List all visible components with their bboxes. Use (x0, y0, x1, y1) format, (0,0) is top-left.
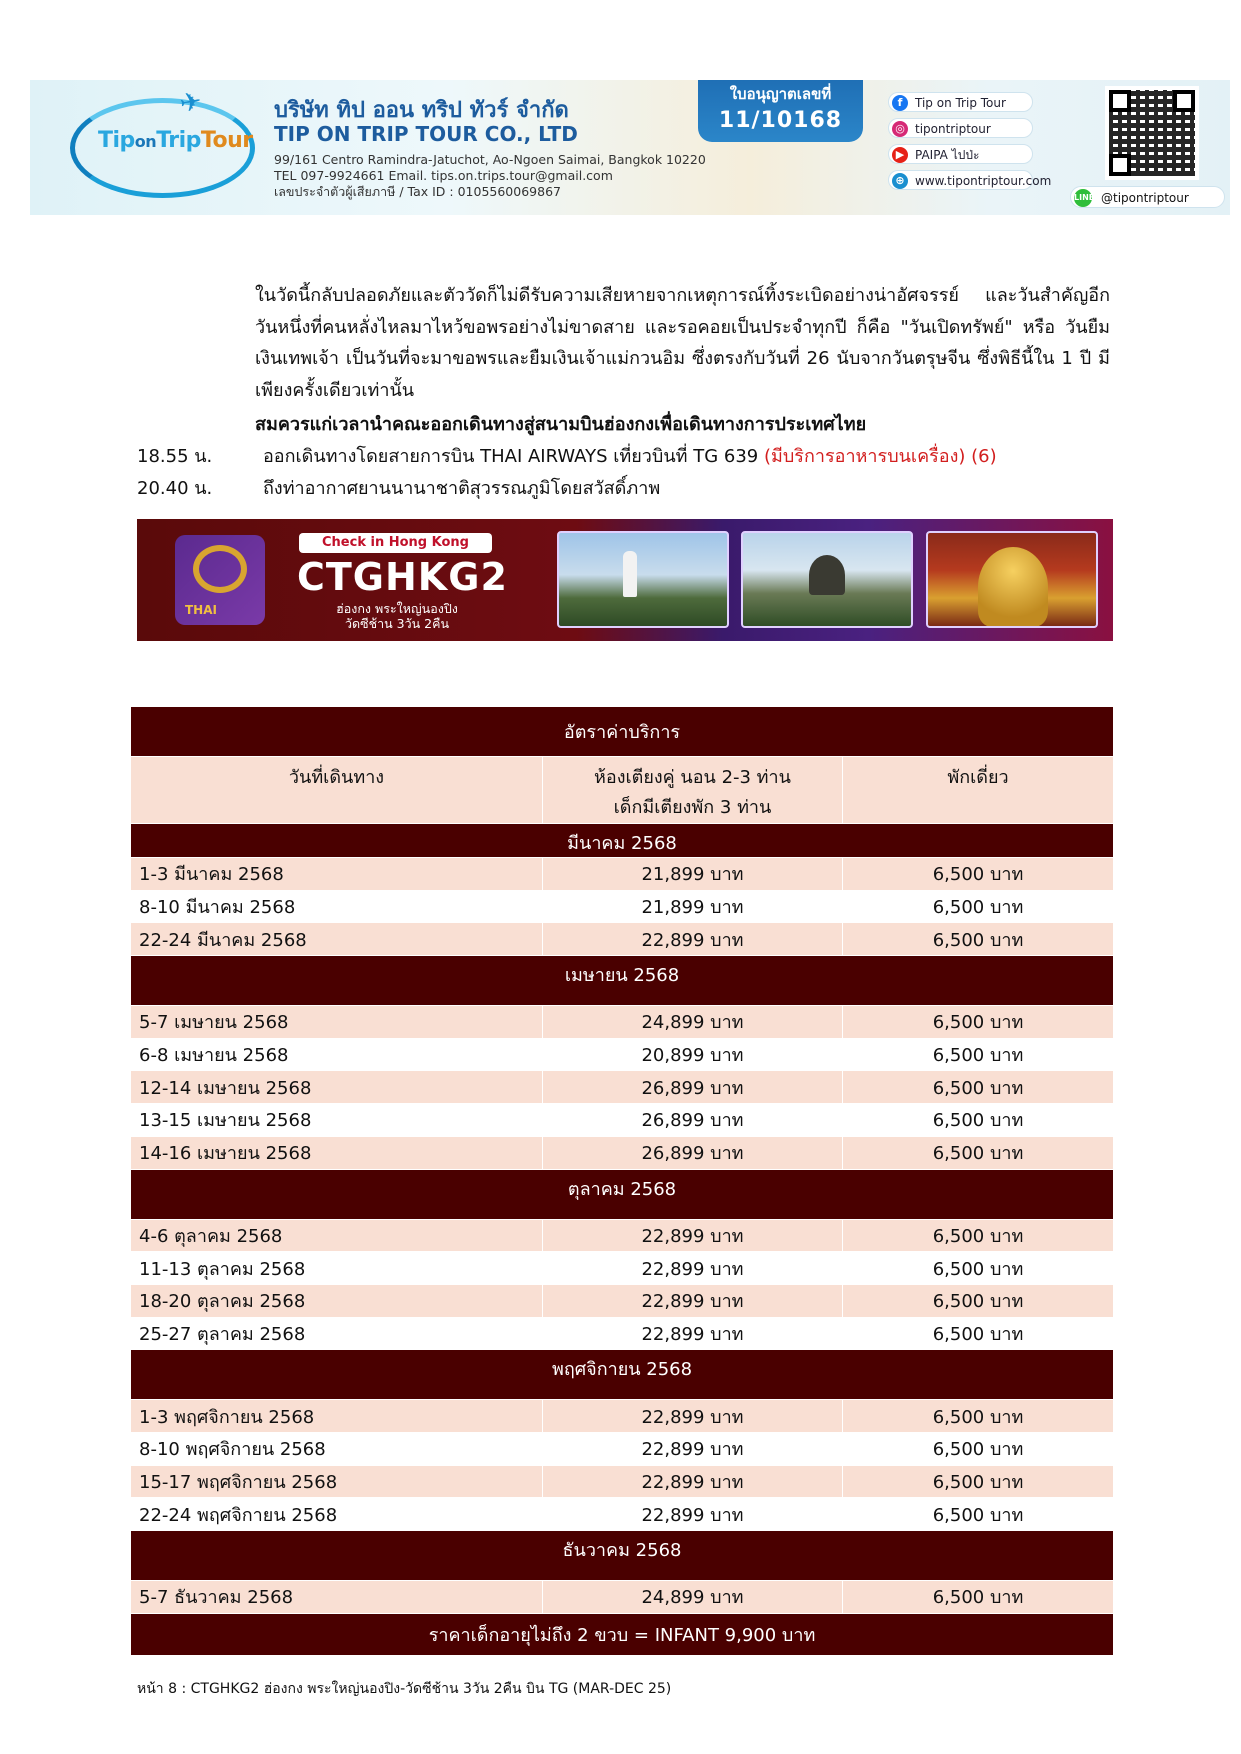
month-header: เมษายน 2568 (131, 956, 1114, 1006)
license-label: ใบอนุญาตเลขที่ (729, 85, 832, 103)
instagram-icon: ◎ (892, 121, 908, 137)
travel-date: 13-15 เมษายน 2568 (131, 1104, 543, 1137)
company-header-banner (30, 80, 1230, 215)
twin-price: 26,899 บาท (543, 1071, 843, 1104)
month-header-row (131, 1169, 1114, 1219)
price-row (131, 1219, 1114, 1252)
page-footer: หน้า 8 : CTGHKG2 ฮ่องกง พระใหญ่นองปิง-วัดซีช้าน 3วัน 2คืน บิน TG (MAR-DEC 25) (137, 1681, 672, 1697)
twin-price: 22,899 บาท (543, 1219, 843, 1252)
company-name-en: TIP ON TRIP TOUR CO., LTD (274, 122, 578, 146)
price-row (131, 1432, 1114, 1465)
social-label: www.tipontriptour.com (915, 174, 1052, 188)
travel-date: 15-17 พฤศจิกายน 2568 (131, 1465, 543, 1498)
price-row (131, 858, 1114, 891)
month-header-row (131, 824, 1114, 858)
line-id-label: @tipontriptour (1101, 191, 1189, 205)
travel-date: 4-6 ตุลาคม 2568 (131, 1219, 543, 1252)
social-link[interactable] (888, 92, 1033, 112)
single-supplement: 6,500 บาท (843, 1284, 1114, 1317)
price-table-title-row (131, 707, 1114, 757)
header-date: วันที่เดินทาง (131, 757, 543, 824)
single-supplement: 6,500 บาท (843, 890, 1114, 923)
social-label: tipontriptour (915, 122, 991, 136)
price-row (131, 1465, 1114, 1498)
price-row (131, 1104, 1114, 1137)
twin-price: 21,899 บาท (543, 890, 843, 923)
single-supplement: 6,500 บาท (843, 1071, 1114, 1104)
price-row (131, 1581, 1114, 1614)
travel-date: 1-3 มีนาคม 2568 (131, 858, 543, 891)
twin-price: 24,899 บาท (543, 1581, 843, 1614)
price-row (131, 923, 1114, 956)
social-link[interactable] (888, 144, 1033, 164)
company-contact: TEL 097-9924661 Email. tips.on.trips.tour@gmail.com (274, 168, 613, 183)
twin-price: 26,899 บาท (543, 1136, 843, 1169)
twin-price: 22,899 บาท (543, 1498, 843, 1531)
header-twin (543, 757, 843, 824)
twin-price: 22,899 บาท (543, 1432, 843, 1465)
itinerary-paragraph: ในวัดนี้กลับปลอดภัยและตัววัดก็ไม่ดีรับความเสียหายจากเหตุการณ์ทิ้งระเบิดอย่างน่าอัศจรรย์ และวันสำคัญอีกวันหนึ่งที่คนหลั่งไหลมาไหว้ขอพรอย่างไม่ขาดสาย และรอคอยเป็นประจำทุกปี ก็คือ "วันเปิดทรัพย์" หรือ วันยืมเงินเทพเจ้า เป็นวันที่จะมาขอพรและยืมเงินเจ้าแม่กวนอิม ซึ่งตรงกับวันที่ 26 นับจากวันตรุษจีน ซึ่งพิธีนี้ใน 1 ปี มีเพียงครั้งเดียวเท่านั้น (255, 285, 1110, 401)
price-row (131, 1071, 1114, 1104)
header-twin-line: ห้องเตียงคู่ นอน 2-3 ท่าน (594, 767, 791, 788)
price-table-title: อัตราค่าบริการ (131, 707, 1114, 757)
price-row (131, 1038, 1114, 1071)
license-badge (698, 80, 863, 142)
tour-subtitle (297, 601, 497, 631)
license-number: 11/10168 (718, 108, 843, 133)
travel-date: 8-10 มีนาคม 2568 (131, 890, 543, 923)
tour-code: CTGHKG2 (297, 555, 508, 599)
schedule-time: 18.55 น. (137, 446, 213, 467)
price-table-header-row (131, 757, 1114, 824)
line-id-pill[interactable] (1070, 186, 1225, 208)
travel-date: 22-24 มีนาคม 2568 (131, 923, 543, 956)
twin-price: 22,899 บาท (543, 1284, 843, 1317)
infant-price-row (131, 1613, 1114, 1655)
schedule-note: (มีบริการอาหารบนเครื่อง) (6) (763, 446, 997, 467)
travel-date: 5-7 ธันวาคม 2568 (131, 1581, 543, 1614)
travel-date: 11-13 ตุลาคม 2568 (131, 1252, 543, 1285)
company-logo: TiponTripTour (98, 128, 253, 153)
single-supplement: 6,500 บาท (843, 1038, 1114, 1071)
twin-price: 22,899 บาท (543, 1400, 843, 1433)
price-row (131, 1006, 1114, 1039)
check-in-pill: Check in Hong Kong (299, 533, 492, 553)
thai-airways-logo (175, 535, 265, 625)
single-supplement: 6,500 บาท (843, 1465, 1114, 1498)
travel-date: 14-16 เมษายน 2568 (131, 1136, 543, 1169)
company-address: 99/161 Centro Ramindra-Jatuchot, Ao-Ngoen Saimai, Bangkok 10220 (274, 152, 706, 167)
schedule-row (137, 473, 660, 502)
schedule-text: ถึงท่าอากาศยานนานาชาติสุวรรณภูมิโดยสวัสดิ์ภาพ (263, 478, 661, 499)
price-row (131, 1498, 1114, 1531)
single-supplement: 6,500 บาท (843, 1219, 1114, 1252)
month-header-row (131, 956, 1114, 1006)
header-single: พักเดี่ยว (843, 757, 1114, 824)
social-link[interactable] (888, 170, 1052, 190)
schedule-text: ออกเดินทางโดยสายการบิน THAI AIRWAYS เที่ยวบินที่ TG 639 (263, 446, 764, 467)
itinerary-bold-line: สมควรแก่เวลานำคณะออกเดินทางสู่สนามบินฮ่องกงเพื่อเดินทางการประเทศไทย (255, 414, 867, 435)
single-supplement: 6,500 บาท (843, 923, 1114, 956)
social-link[interactable] (888, 118, 1033, 138)
month-header: ธันวาคม 2568 (131, 1531, 1114, 1581)
month-header-row (131, 1531, 1114, 1581)
line-icon: LINE (1074, 189, 1092, 207)
price-row (131, 1284, 1114, 1317)
travel-date: 8-10 พฤศจิกายน 2568 (131, 1432, 543, 1465)
month-header-row (131, 1350, 1114, 1400)
airline-label: THAI (185, 603, 217, 617)
qr-code (1105, 86, 1199, 180)
header-twin-line: เด็กมีเตียงพัก 3 ท่าน (613, 797, 772, 818)
golden-deity-photo (926, 531, 1098, 628)
single-supplement: 6,500 บาท (843, 1581, 1114, 1614)
price-row (131, 1317, 1114, 1350)
single-supplement: 6,500 บาท (843, 1432, 1114, 1465)
price-row (131, 1400, 1114, 1433)
single-supplement: 6,500 บาท (843, 1104, 1114, 1137)
orchid-icon (193, 545, 247, 593)
twin-price: 22,899 บาท (543, 1252, 843, 1285)
guanyin-statue-photo (557, 531, 729, 628)
infant-price: ราคาเด็กอายุไม่ถึง 2 ขวบ = INFANT 9,900 บาท (131, 1613, 1114, 1655)
facebook-icon: f (892, 95, 908, 111)
price-row (131, 890, 1114, 923)
social-label: Tip on Trip Tour (915, 96, 1006, 110)
twin-price: 22,899 บาท (543, 1465, 843, 1498)
single-supplement: 6,500 บาท (843, 1006, 1114, 1039)
travel-date: 22-24 พฤศจิกายน 2568 (131, 1498, 543, 1531)
youtube-icon: ▶ (892, 147, 908, 163)
price-table (130, 706, 1114, 1656)
travel-date: 1-3 พฤศจิกายน 2568 (131, 1400, 543, 1433)
price-row (131, 1252, 1114, 1285)
twin-price: 21,899 บาท (543, 858, 843, 891)
travel-date: 12-14 เมษายน 2568 (131, 1071, 543, 1104)
web-icon: ⊕ (892, 173, 908, 189)
schedule-row (137, 441, 997, 470)
big-buddha-photo (741, 531, 913, 628)
travel-date: 6-8 เมษายน 2568 (131, 1038, 543, 1071)
price-row (131, 1136, 1114, 1169)
airplane-icon: ✈ (177, 86, 205, 120)
single-supplement: 6,500 บาท (843, 1252, 1114, 1285)
travel-date: 5-7 เมษายน 2568 (131, 1006, 543, 1039)
company-tax-id: เลขประจำตัวผู้เสียภาษี / Tax ID : 0105560069867 (274, 184, 561, 199)
twin-price: 22,899 บาท (543, 1317, 843, 1350)
month-header: พฤศจิกายน 2568 (131, 1350, 1114, 1400)
single-supplement: 6,500 บาท (843, 1400, 1114, 1433)
twin-price: 24,899 บาท (543, 1006, 843, 1039)
twin-price: 20,899 บาท (543, 1038, 843, 1071)
twin-price: 26,899 บาท (543, 1104, 843, 1137)
travel-date: 18-20 ตุลาคม 2568 (131, 1284, 543, 1317)
month-header: ตุลาคม 2568 (131, 1169, 1114, 1219)
single-supplement: 6,500 บาท (843, 1136, 1114, 1169)
schedule-time: 20.40 น. (137, 478, 213, 499)
tour-subtitle-line: ฮ่องกง พระใหญ่นองปิง (336, 601, 458, 616)
single-supplement: 6,500 บาท (843, 1498, 1114, 1531)
company-info (274, 152, 706, 200)
social-label: PAIPA ไปป่ะ (915, 148, 980, 162)
single-supplement: 6,500 บาท (843, 1317, 1114, 1350)
travel-date: 25-27 ตุลาคม 2568 (131, 1317, 543, 1350)
twin-price: 22,899 บาท (543, 923, 843, 956)
tour-banner (137, 519, 1113, 641)
tour-subtitle-line: วัดซีช้าน 3วัน 2คืน (345, 616, 449, 631)
company-name-th: บริษัท ทิป ออน ทริป ทัวร์ จำกัด (274, 98, 569, 123)
single-supplement: 6,500 บาท (843, 858, 1114, 891)
month-header: มีนาคม 2568 (131, 824, 1114, 858)
